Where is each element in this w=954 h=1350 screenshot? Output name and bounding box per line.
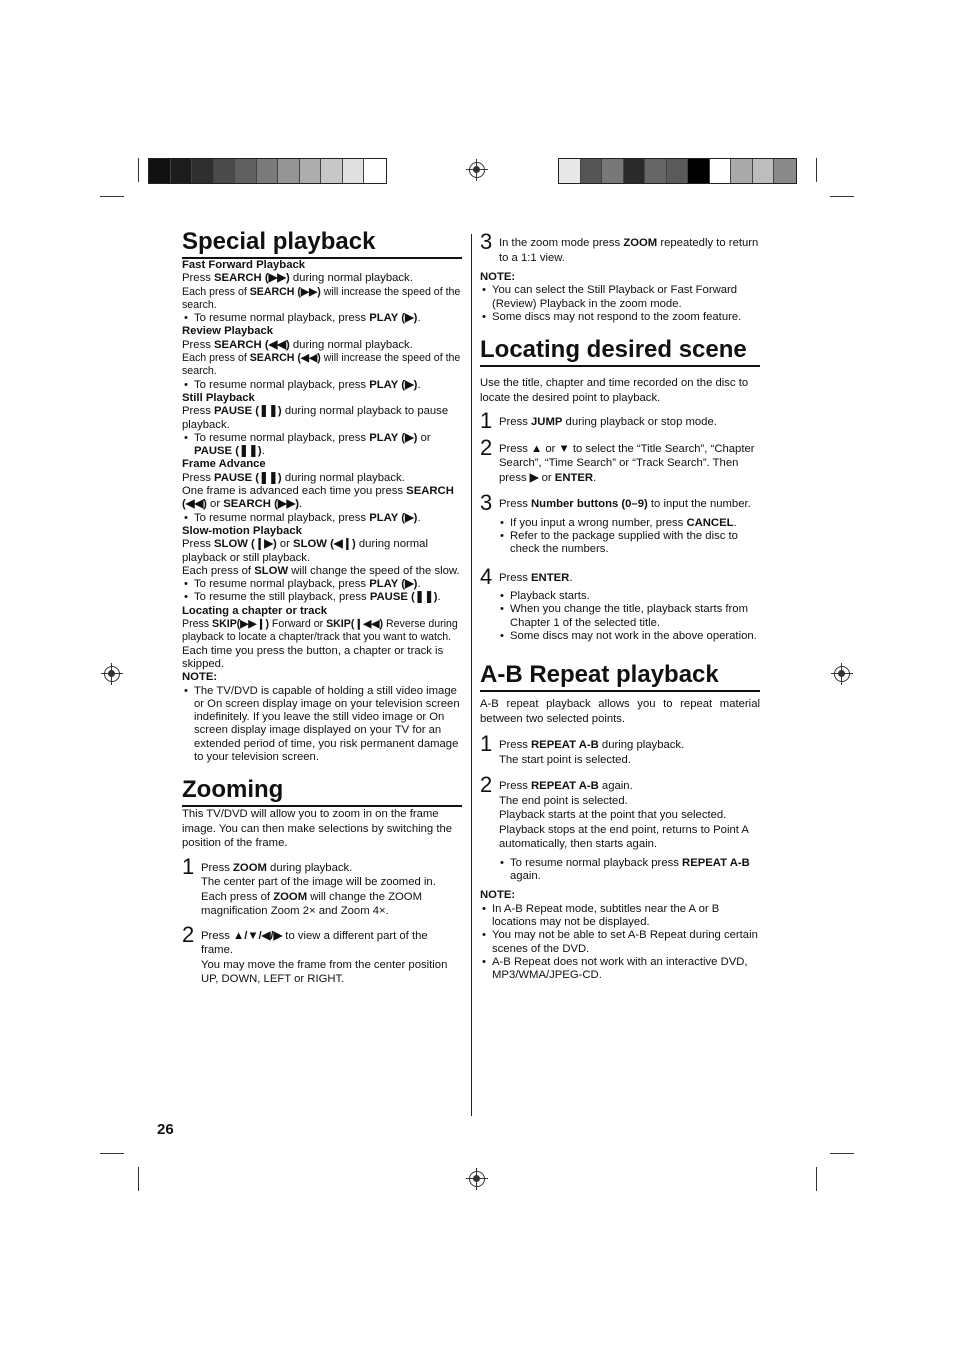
- color-swatch: [192, 159, 214, 183]
- step-number: 1: [182, 853, 195, 879]
- note-section: [182, 671, 462, 764]
- color-swatch: [710, 159, 732, 183]
- paragraph: Press SLOW (❙▶) or SLOW (◀❙) during normal playback or still playback.: [182, 538, 428, 564]
- paragraph: Each press of SEARCH (▶▶) will increase the speed of the search.: [182, 285, 461, 311]
- registration-mark-right: [834, 666, 850, 682]
- color-swatch: [688, 159, 710, 183]
- note-heading: NOTE:: [182, 671, 218, 684]
- step-1: [480, 408, 760, 434]
- fast-forward-section: [182, 259, 462, 325]
- step-3-bullets: [480, 517, 760, 557]
- paragraph: Each press of SLOW will change the speed of the slow.: [182, 564, 460, 577]
- bullet-item: • To resume normal playback, press PLAY (▶).: [182, 512, 462, 525]
- bullet-item: • You can select the Still Playback or Fast Forward (Review) Playback in the zoom mode.: [480, 284, 760, 311]
- section-title-zooming: Zooming: [182, 776, 462, 807]
- bullet-item: • To resume the still playback, press PAUSE (❚❚).: [182, 591, 462, 604]
- step-number: 2: [182, 921, 195, 947]
- step-number: 1: [480, 408, 493, 434]
- color-swatch: [624, 159, 646, 183]
- intro-paragraph: This TV/DVD will allow you to zoom in on the frame image. You can then make selections by switching the position of the frame.: [182, 808, 453, 850]
- crop-mark: [138, 1167, 139, 1191]
- registration-mark-bottom: [469, 1171, 485, 1187]
- bullet-item: • When you change the title, playback starts from Chapter 1 of the selected title.: [498, 603, 760, 630]
- color-swatch: [364, 159, 386, 183]
- step-number: 4: [480, 563, 493, 589]
- paragraph: In the zoom mode press ZOOM repeatedly to return to a 1:1 view.: [499, 237, 759, 264]
- frame-advance-section: [182, 458, 462, 524]
- step-2-bullets: [480, 857, 760, 884]
- bullet-item: • To resume normal playback, press PLAY (▶).: [182, 312, 462, 325]
- crop-mark: [100, 1153, 124, 1154]
- color-swatch: [602, 159, 624, 183]
- review-section: [182, 325, 462, 391]
- paragraph: The start point is selected.: [499, 753, 631, 766]
- subheading: Still Playback: [182, 391, 255, 404]
- step-number: 2: [480, 772, 493, 798]
- paragraph: Press ENTER.: [499, 571, 573, 584]
- color-bar-right: [558, 158, 797, 184]
- crop-mark: [100, 196, 124, 197]
- color-swatch: [731, 159, 753, 183]
- step-1: [182, 853, 462, 919]
- paragraph: Press ZOOM during playback.: [201, 861, 353, 874]
- paragraph: Each press of SEARCH (◀◀) will increase the speed of the search.: [182, 352, 461, 378]
- paragraph: Each press of ZOOM will change the ZOOM magnification Zoom 2× and Zoom 4×.: [201, 890, 423, 918]
- color-swatch: [753, 159, 775, 183]
- note-heading: NOTE:: [480, 889, 516, 902]
- step-number: 1: [480, 731, 493, 757]
- bullet-item: • To resume normal playback, press PLAY (▶).: [182, 379, 462, 392]
- step-number: 3: [480, 490, 493, 516]
- step-2: [182, 921, 462, 987]
- paragraph: Press ▲ or ▼ to select the “Title Search”, “Chapter Search”, “Time Search” or “Track Search”. Then press ▶ or ENTER.: [499, 442, 755, 484]
- paragraph: Press SEARCH (◀◀) during normal playback.: [182, 338, 413, 351]
- color-swatch: [257, 159, 279, 183]
- section-title-locating-desired-scene: Locating desired scene: [480, 336, 760, 367]
- slow-motion-section: [182, 525, 462, 605]
- color-swatch: [278, 159, 300, 183]
- note-section: [480, 889, 760, 982]
- subheading: Locating a chapter or track: [182, 604, 328, 617]
- bullet-item: • The TV/DVD is capable of holding a still video image or On screen display image on your television screen indefinitely. If you leave the still video image or On screen display image displayed on your TV for an extended period of time, you risk permanent damage to your television screen.: [182, 685, 462, 765]
- note-heading: NOTE:: [480, 271, 516, 283]
- subheading: Fast Forward Playback: [182, 259, 306, 271]
- color-swatch: [171, 159, 193, 183]
- paragraph: The end point is selected.: [499, 794, 628, 807]
- bullet-item: • To resume normal playback, press PLAY (▶).: [182, 578, 462, 591]
- right-column: [480, 229, 760, 982]
- section-title-special-playback: Special playback: [182, 228, 462, 259]
- color-swatch: [235, 159, 257, 183]
- paragraph: One frame is advanced each time you press SEARCH (◀◀) or SEARCH (▶▶).: [182, 485, 454, 511]
- step-number: 3: [480, 229, 493, 254]
- bullet-item: • Refer to the package supplied with the disc to check the numbers.: [498, 530, 760, 557]
- bullet-item: • Some discs may not respond to the zoom feature.: [480, 311, 760, 324]
- subheading: Frame Advance: [182, 458, 266, 471]
- bullet-item: • If you input a wrong number, press CANCEL.: [498, 517, 760, 530]
- paragraph: Press PAUSE (❚❚) during normal playback.: [182, 471, 405, 484]
- paragraph: Each time you press the button, a chapter or track is skipped.: [182, 644, 444, 670]
- intro-paragraph: Use the title, chapter and time recorded on the disc to locate the desired point to playback.: [480, 377, 749, 404]
- bullet-item: • In A-B Repeat mode, subtitles near the A or B locations may not be displayed.: [480, 903, 760, 930]
- paragraph: Press ▲/▼/◀/▶ to view a different part of the frame.: [201, 929, 428, 957]
- paragraph: Press PAUSE (❚❚) during normal playback to pause playback.: [182, 405, 449, 431]
- color-swatch: [581, 159, 603, 183]
- color-swatch: [321, 159, 343, 183]
- paragraph: Press SEARCH (▶▶) during normal playback.: [182, 272, 413, 285]
- paragraph: You may move the frame from the center position UP, DOWN, LEFT or RIGHT.: [201, 958, 448, 986]
- step-4-bullets: [480, 590, 760, 643]
- paragraph: Playback starts at the point that you selected. Playback stops at the end point, returns to Point A automatically, then starts again.: [499, 809, 749, 851]
- color-swatch: [667, 159, 689, 183]
- bullet-item: • To resume normal playback, press PLAY (▶) or PAUSE (❚❚).: [182, 432, 462, 459]
- chapter-section: [182, 605, 462, 671]
- step-number: 2: [480, 434, 493, 460]
- paragraph: The center part of the image will be zoomed in.: [201, 876, 436, 889]
- color-swatch: [559, 159, 581, 183]
- step-2: [480, 772, 760, 852]
- note-section: [480, 271, 760, 324]
- left-column: [182, 228, 462, 987]
- crop-mark: [830, 1153, 854, 1154]
- bullet-item: • Playback starts.: [498, 590, 760, 603]
- column-divider: [471, 234, 472, 1116]
- crop-mark: [830, 196, 854, 197]
- page-number: 26: [157, 1121, 174, 1138]
- paragraph: Press JUMP during playback or stop mode.: [499, 416, 717, 429]
- bullet-item: • To resume normal playback press REPEAT A-B again.: [498, 857, 760, 884]
- color-swatch: [300, 159, 322, 183]
- paragraph: Press Number buttons (0–9) to input the number.: [499, 498, 751, 511]
- paragraph: Press SKIP(▶▶❙) Forward or SKIP(❙◀◀) Reverse during playback to locate a chapter/track that you want to watch.: [182, 618, 458, 644]
- color-bar-left: [148, 158, 387, 184]
- color-swatch: [343, 159, 365, 183]
- section-title-ab-repeat: A-B Repeat playback: [480, 661, 760, 692]
- step-3: [480, 490, 760, 516]
- intro-paragraph: A-B repeat playback allows you to repeat material between two selected points.: [480, 698, 760, 725]
- paragraph: Press REPEAT A-B during playback.: [499, 739, 685, 752]
- crop-mark: [138, 158, 139, 182]
- crop-mark: [816, 1167, 817, 1191]
- step-1: [480, 731, 760, 767]
- paragraph: Press REPEAT A-B again.: [499, 780, 633, 793]
- registration-mark-top: [469, 162, 485, 178]
- subheading: Review Playback: [182, 325, 274, 338]
- bullet-item: • A-B Repeat does not work with an interactive DVD, MP3/WMA/JPEG-CD.: [480, 956, 760, 983]
- color-swatch: [214, 159, 236, 183]
- registration-mark-left: [104, 666, 120, 682]
- step-3: [480, 229, 760, 265]
- bullet-item: • Some discs may not work in the above operation.: [498, 630, 760, 643]
- still-section: [182, 392, 462, 458]
- step-4: [480, 563, 760, 589]
- bullet-item: • You may not be able to set A-B Repeat during certain scenes of the DVD.: [480, 929, 760, 956]
- color-swatch: [149, 159, 171, 183]
- color-swatch: [774, 159, 796, 183]
- color-swatch: [645, 159, 667, 183]
- subheading: Slow-motion Playback: [182, 524, 302, 537]
- crop-mark: [816, 158, 817, 182]
- step-2: [480, 434, 760, 486]
